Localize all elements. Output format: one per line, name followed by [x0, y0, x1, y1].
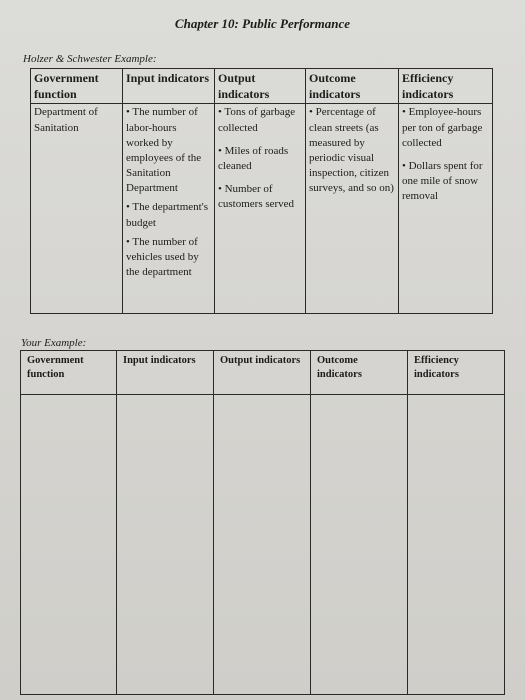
output-item: • Number of customers served [218, 183, 295, 211]
header-input-indicators: Input indicators [117, 351, 214, 395]
efficiency-item: • Dollars spent for one mile of snow removal [402, 159, 483, 203]
header-government-function: Government function [21, 351, 117, 395]
your-example-table [20, 350, 505, 695]
input-item: • The number of labor-hours worked by employees of the Sanitation Department [126, 106, 202, 195]
your-header-row [21, 351, 505, 395]
your-blank-row [21, 395, 505, 695]
outcome-item: • Percentage of clean streets (as measured by periodic visual inspection, citizen surveys, and so on) [309, 106, 394, 195]
header-outcome-indicators: Outcome indicators [311, 351, 408, 395]
example-caption: Holzer & Schwester Example: [23, 53, 157, 65]
input-item: • The department's budget [126, 201, 208, 229]
page-title: Chapter 10: Public Performance [174, 16, 351, 31]
efficiency-item: • Employee-hours per ton of garbage collected [402, 106, 483, 149]
blank-input-cell[interactable] [117, 395, 214, 695]
input-cell [123, 104, 215, 314]
function-text: Department of Sanitation [34, 106, 98, 134]
header-outcome-indicators: Outcome indicators [306, 69, 399, 104]
header-efficiency-indicators: Efficiency indicators [408, 351, 505, 395]
blank-efficiency-cell[interactable] [408, 395, 505, 695]
output-cell [215, 104, 306, 314]
output-item: • Miles of roads cleaned [218, 144, 289, 172]
header-government-function: Government function [31, 69, 123, 104]
function-cell [31, 104, 123, 314]
blank-output-cell[interactable] [214, 395, 311, 695]
blank-function-cell[interactable] [21, 395, 117, 695]
header-output-indicators: Output indicators [214, 351, 311, 395]
your-example-caption: Your Example: [21, 337, 87, 349]
outcome-cell [306, 104, 399, 314]
blank-outcome-cell[interactable] [311, 395, 408, 695]
header-output-indicators: Output indicators [215, 69, 306, 104]
output-item: • Tons of garbage collected [218, 106, 296, 134]
example-header-row [31, 69, 493, 104]
example-table [30, 68, 493, 314]
input-item: • The number of vehicles used by the department [126, 235, 199, 279]
header-efficiency-indicators: Efficiency indicators [399, 69, 493, 104]
efficiency-cell [399, 104, 493, 314]
header-input-indicators: Input indicators [123, 69, 215, 104]
example-data-row [31, 104, 493, 314]
